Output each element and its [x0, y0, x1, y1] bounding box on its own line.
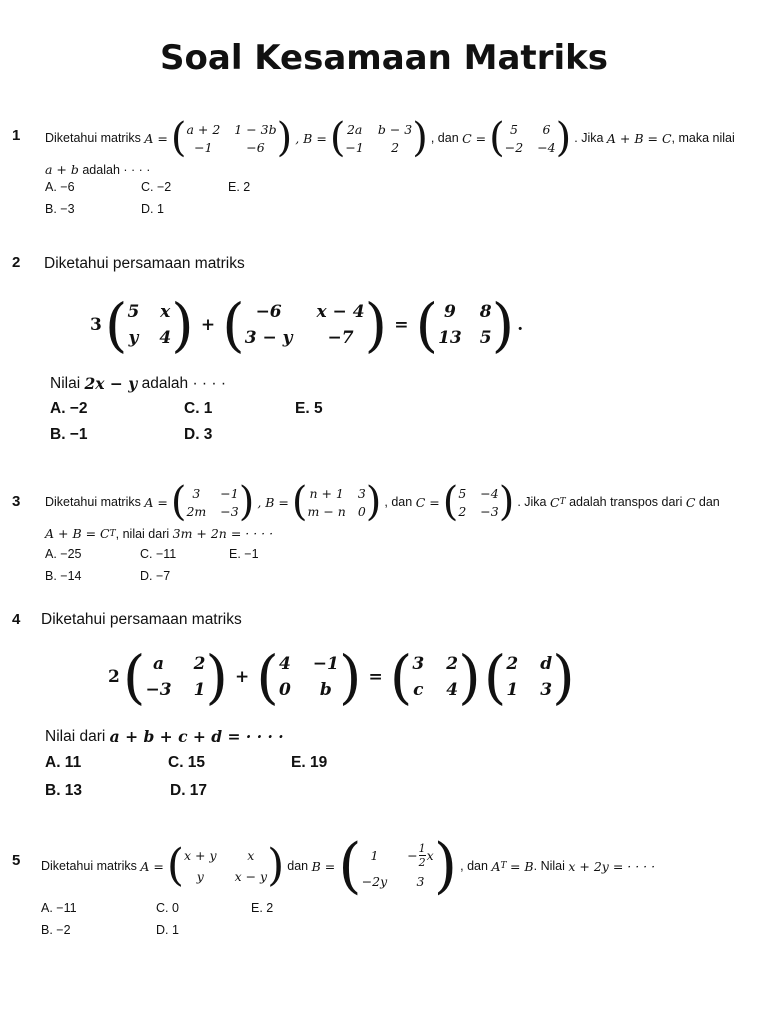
q1-c12: 6 — [542, 121, 551, 137]
q2-m3-12: 8 — [479, 302, 492, 322]
q2-m2-12: x − 4 — [316, 302, 365, 322]
q2-matrix-1: ( 5 x y 4 ) — [104, 291, 194, 359]
q3-text-dan: , dan — [384, 495, 413, 509]
q3-text-nilai: , nilai dari — [115, 526, 170, 541]
q4-matrix-3: ( 3 2 c 4 ) — [389, 643, 481, 711]
q2-plus: + — [200, 315, 216, 335]
q3-c12: −4 — [480, 485, 499, 501]
q1-option-b: B. −3 — [45, 202, 75, 216]
question-3-line-2 — [45, 526, 273, 541]
q4-scalar: 2 — [108, 667, 120, 687]
q2-m3-11: 9 — [443, 302, 456, 322]
q1-b12: b − 3 — [377, 121, 413, 137]
q2-m3-22: 5 — [479, 328, 492, 348]
q3-b12: 3 — [357, 485, 366, 501]
q3-c21: 2 — [458, 503, 467, 519]
q5-option-c: C. 0 — [156, 901, 179, 915]
q4-m2-12: −1 — [312, 654, 339, 674]
q2-expression: 2x − y — [84, 374, 138, 393]
q3-matrix-a: ( 3 −1 2m −3 ) — [170, 479, 255, 525]
question-5-line-1 — [41, 831, 656, 901]
q3-expression: 3m + 2n = · · · · — [172, 526, 274, 541]
question-5-number: 5 — [12, 852, 21, 869]
q3-matrix-b-label: , B = — [257, 494, 289, 510]
q4-ask-1: Nilai dari — [45, 727, 106, 745]
q1-a22: −6 — [246, 139, 265, 155]
q1-c21: −2 — [504, 139, 524, 155]
q4-equation — [108, 643, 578, 711]
q1-matrix-a: ( a + 2 1 − 3b −1 −6 ) — [170, 115, 293, 161]
q5-option-e: E. 2 — [251, 901, 274, 915]
q4-option-a: A. 11 — [45, 754, 82, 771]
q3-option-c: C. −11 — [140, 547, 177, 561]
q3-text-transpos: adalah transpos dari — [569, 495, 683, 509]
q3-option-e: E. −1 — [229, 547, 259, 561]
q1-a11: a + 2 — [186, 121, 221, 137]
q1-b21: −1 — [345, 139, 364, 155]
q3-a22: −3 — [220, 503, 239, 519]
q5-text-dan-2: , dan — [460, 859, 488, 873]
question-4-number: 4 — [12, 611, 21, 628]
q3-c-transpose: C — [550, 494, 560, 510]
q3-matrix-a-label: A = — [144, 494, 168, 510]
question-3-number: 3 — [12, 493, 21, 510]
q5-text-nilai: . Nilai — [533, 859, 565, 873]
q5-a21: y — [196, 869, 204, 884]
q2-m1-21: y — [128, 328, 139, 348]
q3-c-transpose-sup: T — [559, 497, 566, 507]
q1-option-e: E. 2 — [228, 180, 251, 194]
q2-equals: = — [394, 315, 409, 335]
q4-m3-12: 2 — [446, 654, 459, 674]
q2-option-e: E. 5 — [295, 400, 323, 417]
q3-c22: −3 — [480, 503, 499, 519]
question-2-number: 2 — [12, 254, 21, 271]
q1-c11: 5 — [510, 121, 518, 137]
q3-b11: n + 1 — [309, 485, 344, 501]
q3-option-d: D. −7 — [140, 569, 171, 583]
q5-b12 — [407, 843, 434, 868]
q4-m4-11: 2 — [506, 654, 519, 674]
q4-matrix-4: ( 2 d 1 3 ) — [483, 643, 575, 711]
q1-option-c: C. −2 — [141, 180, 172, 194]
q4-m3-21: c — [413, 680, 424, 700]
q2-matrix-2: ( −6 x − 4 3 − y −7 ) — [222, 291, 388, 359]
q1-matrix-a-label: A = — [144, 130, 168, 146]
q4-m2-21: 0 — [278, 680, 291, 700]
q5-a-transpose-sup: T — [500, 861, 507, 871]
q2-m3-21: 13 — [438, 328, 462, 348]
q2-intro: Diketahui persamaan matriks — [44, 255, 245, 272]
q3-option-a: A. −25 — [45, 547, 82, 561]
q1-b11: 2a — [346, 121, 363, 137]
q4-m3-22: 4 — [446, 680, 459, 700]
q4-plus: + — [235, 667, 250, 687]
q2-m1-11: 5 — [127, 302, 140, 322]
q1-text-adalah: adalah · · · · — [82, 162, 151, 177]
q1-matrix-c-label: C = — [462, 130, 487, 146]
q1-a12: 1 − 3b — [234, 121, 277, 137]
q3-option-b: B. −14 — [45, 569, 82, 583]
q3-c11: 5 — [458, 485, 467, 501]
q5-expression: x + 2y = · · · · — [568, 858, 656, 874]
q4-expression: a + b + c + d = · · · · — [109, 727, 284, 746]
q1-text-maka: , maka nilai — [671, 131, 735, 145]
q5-a11: x + y — [184, 848, 217, 863]
q5-text: Diketahui matriks — [41, 859, 137, 873]
q2-m1-22: 4 — [159, 328, 172, 348]
q5-fraction-numerator: 1 — [418, 841, 426, 855]
question-1-line-2 — [45, 162, 150, 177]
question-1-number: 1 — [12, 127, 21, 144]
q2-scalar: 3 — [90, 315, 102, 335]
q4-option-c: C. 15 — [168, 754, 206, 771]
q4-m4-12: d — [540, 654, 553, 674]
q1-matrix-b: ( 2a b − 3 −1 2 ) — [329, 115, 428, 161]
q5-a-transpose: A — [491, 858, 501, 874]
q5-b12-fraction — [419, 843, 426, 868]
q5-a12: x — [247, 848, 255, 863]
q3-matrix-c-label: C = — [415, 494, 440, 510]
q3-text-jika: . Jika — [517, 495, 547, 509]
q3-b21: m − n — [307, 503, 346, 519]
q3-matrix-b: ( n + 1 3 m − n 0 ) — [291, 479, 382, 525]
q5-fraction-denominator: 2 — [418, 855, 426, 869]
q3-text: Diketahui matriks — [45, 495, 141, 509]
q5-b11: 1 — [370, 848, 379, 863]
q5-matrix-a-label: A = — [140, 858, 164, 874]
q1-b22: 2 — [391, 139, 400, 155]
q1-a21: −1 — [194, 139, 213, 155]
q4-option-e: E. 19 — [291, 754, 328, 771]
q4-m3-11: 3 — [412, 654, 425, 674]
q1-c22: −4 — [537, 139, 556, 155]
q1-expression: a + b — [45, 162, 79, 177]
q4-m4-21: 1 — [506, 680, 519, 700]
q3-text-dan-2: dan — [698, 495, 720, 509]
q4-matrix-2: ( 4 −1 0 b ) — [256, 643, 362, 711]
q5-b12-x: x — [426, 848, 434, 863]
q3-a21: 2m — [186, 503, 207, 519]
q4-matrix-1: ( a 2 −3 1 ) — [122, 643, 229, 711]
q1-matrix-c: ( 5 6 −2 −4 ) — [489, 115, 572, 161]
q5-matrix-a: ( x + y x y x − y ) — [166, 840, 285, 891]
q4-intro: Diketahui persamaan matriks — [41, 611, 242, 628]
q4-m4-22: 3 — [540, 680, 553, 700]
q3-a12: −1 — [220, 485, 239, 501]
q4-option-d: D. 17 — [170, 782, 208, 799]
q3-matrix-c: ( 5 −4 2 −3 ) — [442, 479, 515, 525]
q2-m2-22: −7 — [327, 328, 354, 348]
q2-period: . — [517, 315, 524, 335]
q2-option-d: D. 3 — [184, 426, 213, 443]
q4-option-b: B. 13 — [45, 782, 83, 799]
q3-equation: A + B = C — [45, 526, 110, 541]
q2-matrix-3: ( 9 8 13 5 ) — [415, 291, 515, 359]
q5-option-a: A. −11 — [41, 901, 77, 915]
q1-text-dan: , dan — [430, 131, 459, 145]
q4-m1-21: −3 — [145, 680, 172, 700]
q4-equals: = — [368, 667, 383, 687]
q2-equation — [90, 291, 524, 359]
q3-a11: 3 — [192, 485, 201, 501]
q5-b21: −2y — [361, 874, 388, 890]
question-1-line-1 — [45, 115, 735, 161]
q4-m2-22: b — [319, 680, 332, 700]
q3-b22: 0 — [357, 503, 366, 519]
q2-ask-2: adalah · · · · — [141, 374, 227, 392]
q2-option-a: A. −2 — [50, 400, 88, 417]
q5-b22: 3 — [416, 874, 425, 890]
q4-m1-12: 2 — [193, 654, 206, 674]
q4-m1-11: a — [153, 654, 165, 674]
q3-equation-sup: T — [109, 528, 116, 539]
q2-option-c: C. 1 — [184, 400, 213, 417]
q1-text-jika: . Jika — [574, 131, 604, 145]
q2-question — [50, 374, 226, 393]
q5-text-dan: dan — [287, 859, 309, 873]
q5-matrix-b: ( 1 − $\frac{1}{2}$ x −2y 3 ) — [338, 831, 458, 901]
q2-option-b: B. −1 — [50, 426, 88, 443]
q4-m1-22: 1 — [193, 680, 206, 700]
q3-c-label-2: C — [685, 494, 696, 510]
question-3-line-1 — [45, 479, 720, 525]
q5-b12-minus: − — [407, 848, 418, 863]
q1-option-d: D. 1 — [141, 202, 164, 216]
q1-matrix-b-label: , B = — [295, 130, 327, 146]
q4-question — [45, 727, 284, 746]
q5-equals-b: = B — [509, 858, 534, 874]
q5-matrix-b-label: B = — [311, 858, 336, 874]
page-title: Soal Kesamaan Matriks — [160, 38, 608, 78]
q5-option-d: D. 1 — [156, 923, 179, 937]
q1-option-a: A. −6 — [45, 180, 75, 194]
q2-m2-21: 3 − y — [244, 328, 293, 348]
q4-m2-11: 4 — [278, 654, 291, 674]
q2-m2-11: −6 — [255, 302, 282, 322]
q2-m1-12: x — [160, 302, 171, 322]
q1-condition: A + B = C — [606, 130, 672, 146]
q1-text: Diketahui matriks — [45, 131, 141, 145]
q5-a22: x − y — [234, 869, 268, 884]
q2-ask-1: Nilai — [50, 374, 81, 392]
q5-option-b: B. −2 — [41, 923, 71, 937]
